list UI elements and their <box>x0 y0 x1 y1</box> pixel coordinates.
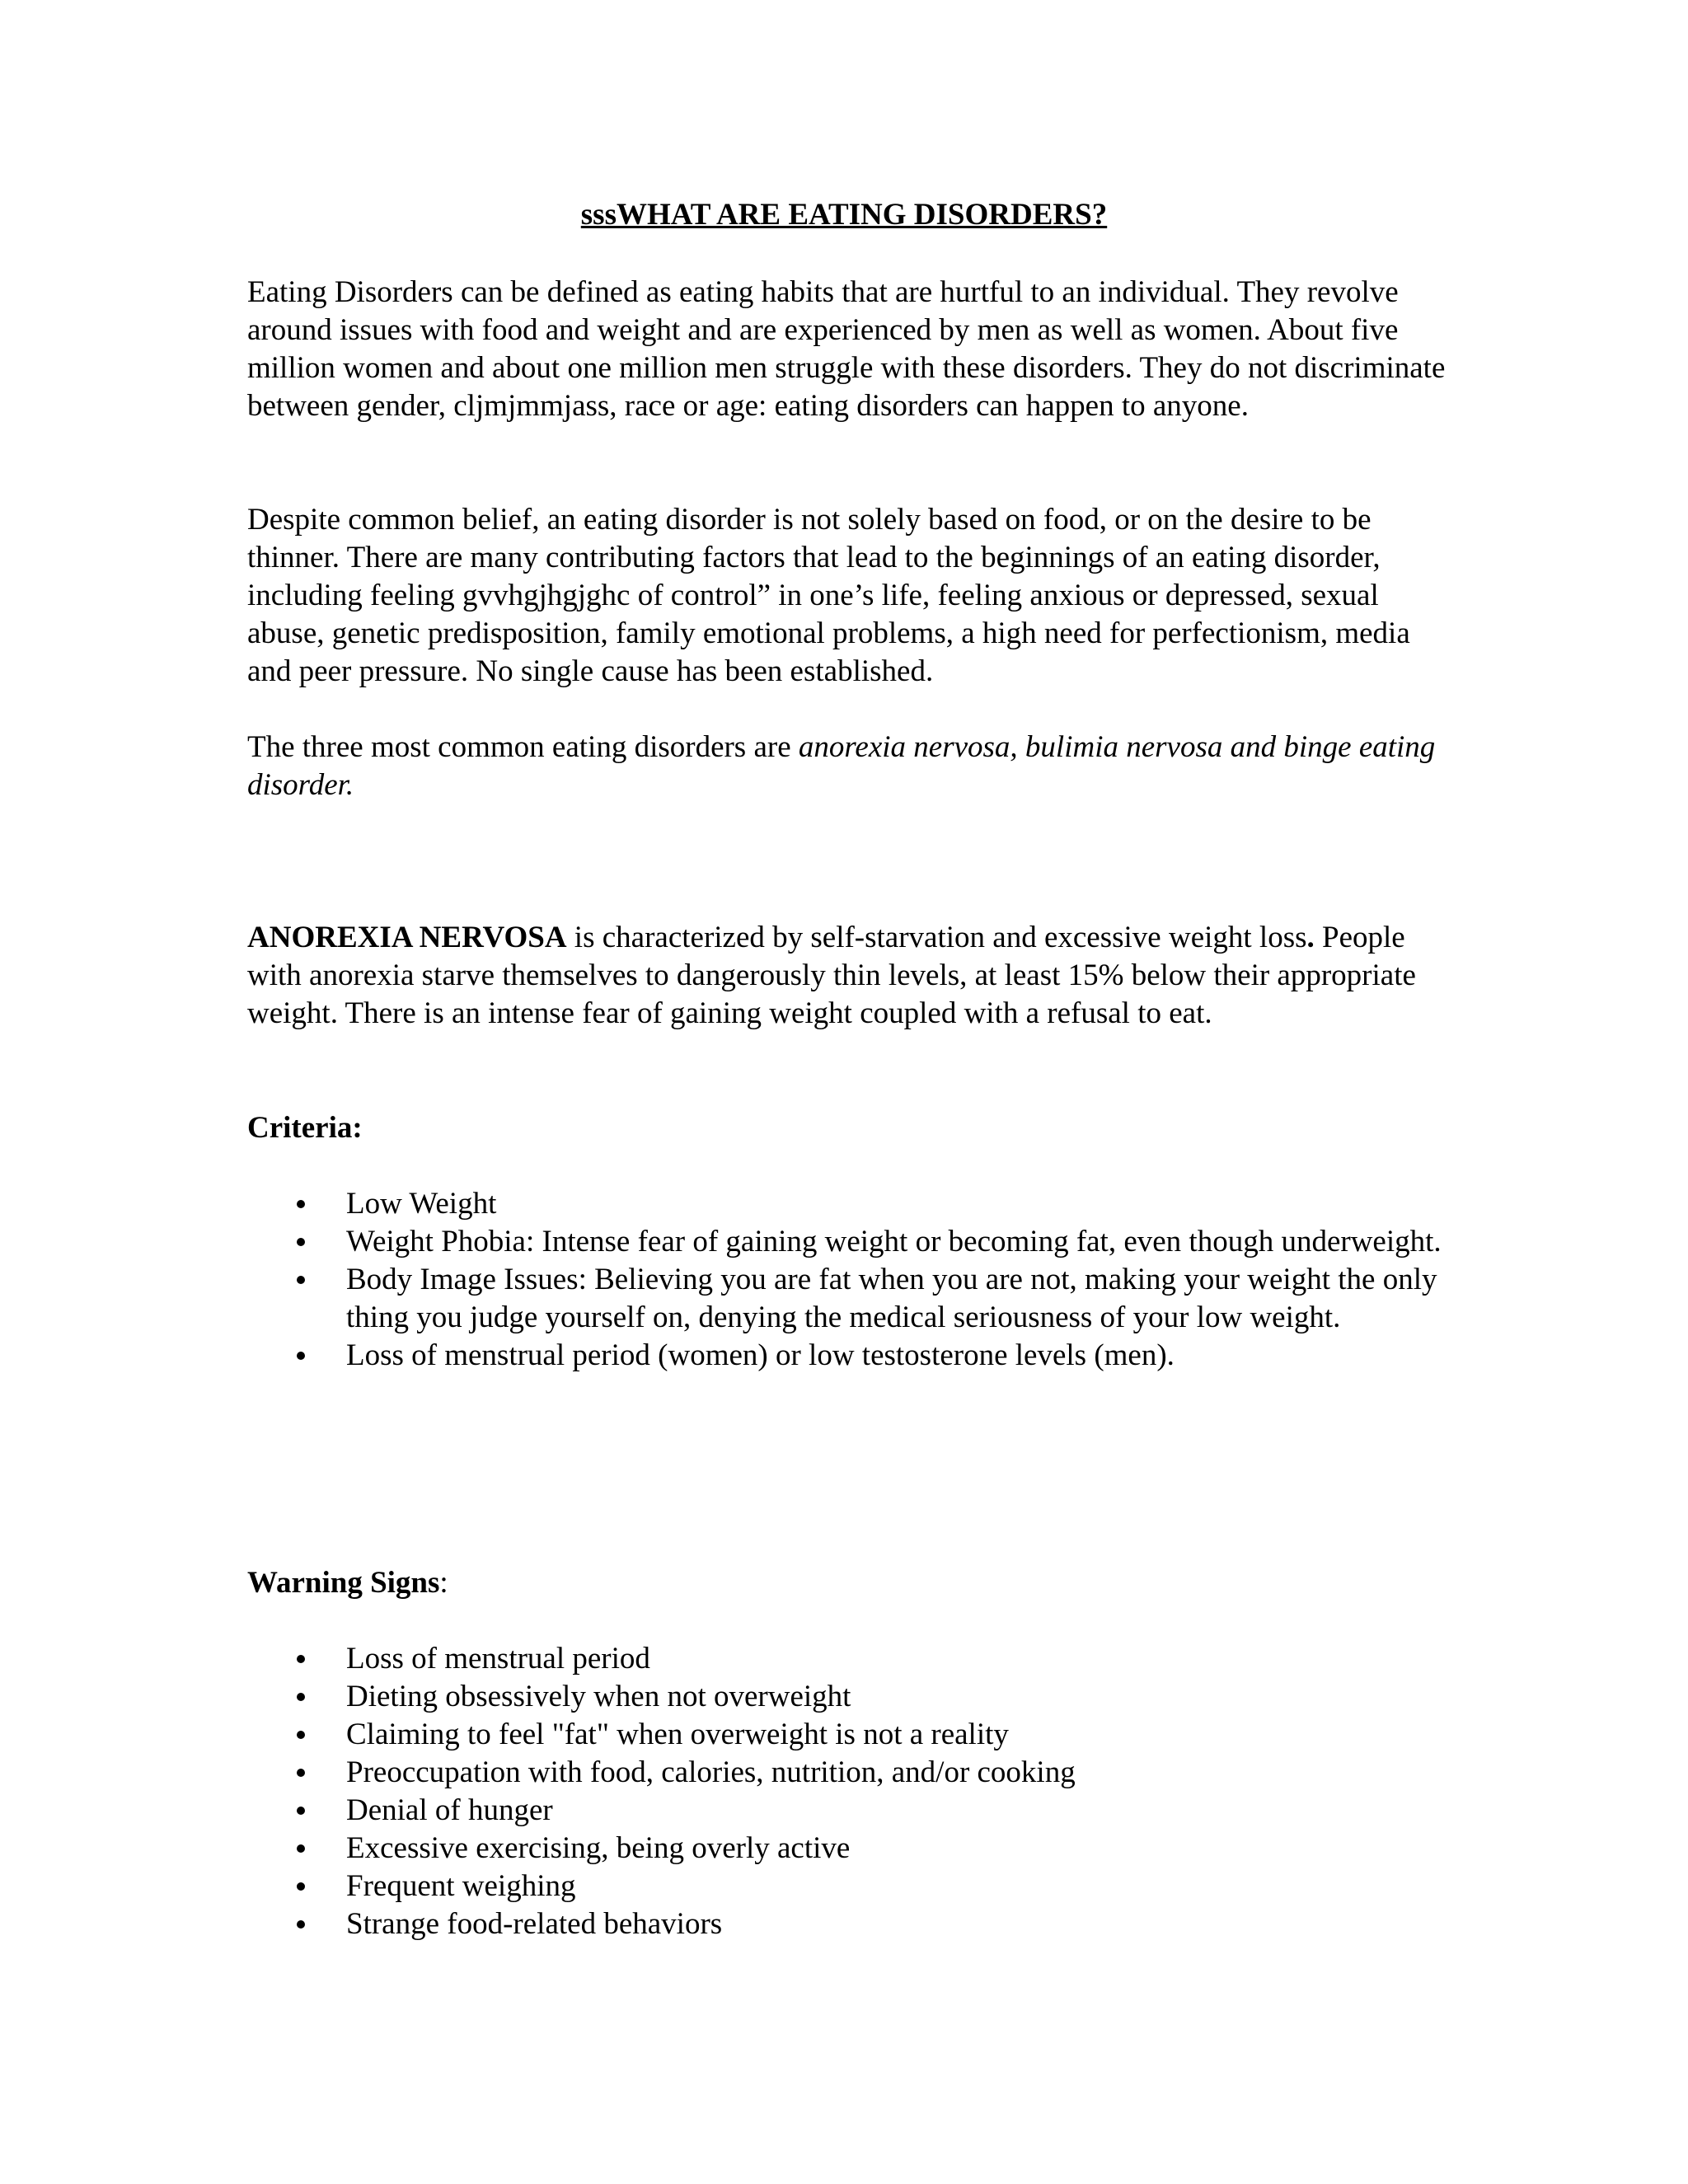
list-item <box>247 1905 1459 1943</box>
warning-signs-list <box>247 1640 1459 1943</box>
warning-item-text: Frequent weighing <box>346 1869 576 1903</box>
list-item <box>247 1337 1459 1375</box>
criteria-item-text: Loss of menstrual period (women) or low testosterone levels (men). <box>346 1338 1175 1372</box>
warning-item-text: Preoccupation with food, calories, nutrition, and/or cooking <box>346 1755 1076 1789</box>
list-item <box>247 1792 1459 1830</box>
bullet-icon <box>297 1693 305 1701</box>
bullet-icon <box>297 1920 305 1929</box>
bullet-icon <box>297 1844 305 1853</box>
anorexia-term: ANOREXIA NERVOSA <box>247 921 567 954</box>
list-item <box>247 1261 1459 1337</box>
criteria-heading: Criteria: <box>247 1111 363 1145</box>
bullet-icon <box>297 1882 305 1891</box>
bullet-icon <box>297 1352 305 1360</box>
warning-item-text: Strange food-related behaviors <box>346 1907 723 1941</box>
warning-signs-colon: : <box>439 1566 448 1600</box>
belief-paragraph: Despite common belief, an eating disorder is not solely based on food, or on the desire to be thinner. There are many contributing factors that lead to the beginnings of an eating disorder, including feeling gvvhgjhgjghc of control” in one’s life, feeling anxious or depressed, sexual abuse, genetic predisposition, family emotional problems, a high need for perfectionism, media and peer pressure. No single cause has been established. <box>247 503 1410 688</box>
list-item <box>247 1830 1459 1868</box>
bullet-icon <box>297 1731 305 1739</box>
criteria-item-text: Weight Phobia: Intense fear of gaining weight or becoming fat, even though underweight. <box>346 1225 1442 1258</box>
list-item <box>247 1678 1459 1716</box>
list-item <box>247 1868 1459 1905</box>
warning-item-text: Excessive exercising, being overly active <box>346 1831 851 1865</box>
common-disorders-lead: The three most common eating disorders are <box>247 730 799 764</box>
page-title: sssWHAT ARE EATING DISORDERS? <box>580 198 1108 232</box>
bullet-icon <box>297 1655 305 1663</box>
anorexia-period: . <box>1306 921 1315 954</box>
anorexia-definition: is characterized by self-starvation and excessive weight loss <box>566 921 1307 954</box>
list-item <box>247 1223 1459 1261</box>
bullet-icon <box>297 1807 305 1815</box>
criteria-item-text: Body Image Issues: Believing you are fat when you are not, making your weight the only thing you judge yourself on, denying the medical seriousness of your low weight. <box>346 1263 1437 1334</box>
common-disorders-list: anorexia nervosa, bulimia nervosa and binge eating disorder. <box>247 730 1436 802</box>
warning-item-text: Claiming to feel "fat" when overweight is not a reality <box>346 1718 1009 1751</box>
common-disorders-paragraph <box>247 729 1451 804</box>
bullet-icon <box>297 1769 305 1777</box>
intro-paragraph: Eating Disorders can be defined as eating habits that are hurtful to an individual. They revolve around issues with food and weight and are experienced by men as well as women. About five million women and about one million men struggle with these disorders. They do not discriminate between gender, cljmjmmjass, race or age: eating disorders can happen to anyone. <box>247 275 1446 423</box>
warning-item-text: Loss of menstrual period <box>346 1642 650 1675</box>
warning-item-text: Dieting obsessively when not overweight <box>346 1680 851 1713</box>
anorexia-continuation: People with anorexia starve themselves to dangerously thin levels, at least 15% below their appropriate weight. There is an intense fear of gaining weight coupled with a refusal to eat. <box>247 921 1416 1030</box>
list-item <box>247 1640 1459 1678</box>
criteria-list <box>247 1185 1459 1375</box>
anorexia-paragraph <box>247 919 1451 1033</box>
warning-signs-heading <box>247 1564 448 1602</box>
list-item <box>247 1716 1459 1754</box>
bullet-icon <box>297 1238 305 1246</box>
list-item <box>247 1185 1459 1223</box>
bullet-icon <box>297 1200 305 1208</box>
list-item <box>247 1754 1459 1792</box>
warning-item-text: Denial of hunger <box>346 1793 553 1827</box>
bullet-icon <box>297 1276 305 1284</box>
warning-signs-title: Warning Signs <box>247 1566 440 1600</box>
criteria-item-text: Low Weight <box>346 1187 497 1221</box>
